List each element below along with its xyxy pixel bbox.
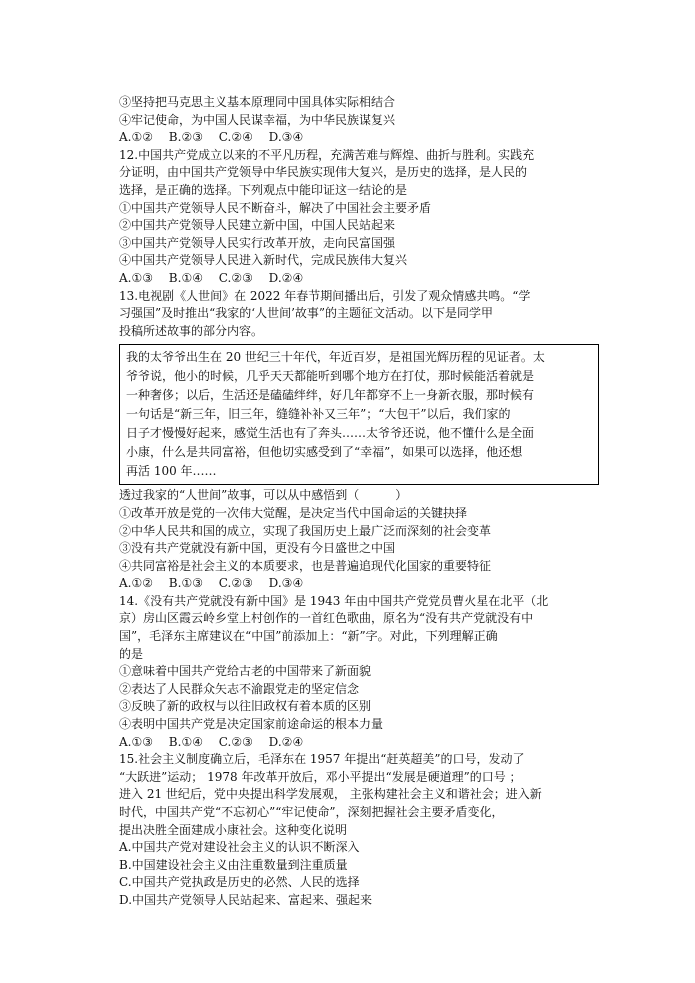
story-line-7: 再活 100 年…… (126, 464, 217, 479)
story-line-4: 一句话是“新三年，旧三年，缝缝补补又三年”；“大包干”以后，我们家的 (126, 407, 511, 422)
question-13 (119, 288, 599, 593)
exam-page (119, 94, 599, 910)
q15-stem-line-2: “大跃进”运动； 1978 年改革开放后，邓小平提出“发展是硬道理”的口号 ； (119, 769, 522, 784)
story-line-5: 日子才慢慢好起来，感觉生活也有了奔头……太爷爷还说，他不懂什么是全面 (126, 426, 535, 441)
story-line-1: 我的太爷爷出生在 20 世纪三十年代，年近百岁，是祖国光辉历程的见证者。太 (126, 350, 545, 365)
story-line-6: 小康，什么是共同富裕，但他切实感受到了“幸福”，如果可以选择，他还想 (126, 445, 523, 460)
q14-option-2: ②表达了人民群众矢志不渝跟党走的坚定信念 (119, 681, 360, 696)
q15-stem-line-1: 15.社会主义制度确立后，毛泽东在 1957 年提出“赶英超美”的口号，发动了 (119, 752, 525, 767)
q12-stem-line-1: 12.中国共产党成立以来的不平凡历程，充满苦难与辉煌、曲折与胜利。实践充 (119, 147, 535, 162)
question-15 (119, 751, 599, 909)
q15-option-b: B.中国建设社会主义由注重数量到注重质量 (119, 857, 348, 872)
q15-stem-line-4: 时代，中国共产党“不忘初心”“牢记使命”，深刻把握社会主要矛盾变化， (119, 805, 504, 819)
q14-choices: A.①③ B.①④ C.②③ D.②④ (119, 734, 304, 749)
q12-option-2: ②中国共产党领导人民建立新中国，中国人民站起来 (119, 218, 396, 233)
q12-option-4: ④中国共产党领导人民进入新时代，完成民族伟大复兴 (119, 253, 408, 268)
q14-option-4: ④表明中国共产党是决定国家前途命运的根本力量 (119, 717, 384, 732)
q11-option-4: ④牢记使命，为中国人民谋幸福，为中华民族谋复兴 (119, 112, 396, 127)
q14-stem-line-1: 14.《没有共产党就没有新中国》是 1943 年由中国共产党党员曹火星在北平（北 (119, 593, 549, 608)
q12-stem-line-2: 分证明，由中国共产党领导中华民族实现伟大复兴，是历史的选择，是人民的 (119, 165, 528, 180)
q12-option-1: ①中国共产党领导人民不断奋斗，解决了中国社会主要矛盾 (119, 200, 432, 215)
q13-question: 透过我家的“人世间”故事，可以从中感悟到（ ） (119, 488, 408, 503)
story-line-3: 一种奢侈；以后，生活还是磕磕绊绊，好几年都穿不上一身新衣服，那时候有 (126, 388, 535, 403)
question-11-tail (119, 94, 599, 147)
q14-stem-line-3: 国”，毛泽东主席建议在“中国”前添加上：“新”字。对此，下列理解正确 (119, 629, 498, 644)
q13-stem-line-1: 13.电视剧《人世间》在 2022 年春节期间播出后，引发了观众情感共鸣。“学 (119, 288, 531, 303)
question-14 (119, 593, 599, 751)
q12-option-3: ③中国共产党领导人民实行改革开放，走向民富国强 (119, 235, 396, 250)
q15-stem-line-5: 提出决胜全面建成小康社会。这种变化说明 (119, 822, 348, 837)
q12-choices: A.①③ B.①④ C.②③ D.②④ (119, 270, 304, 285)
q15-option-c: C.中国共产党执政是历史的必然、人民的选择 (119, 875, 360, 890)
q15-option-a: A.中国共产党对建设社会主义的认识不断深入 (119, 840, 360, 855)
q13-story-box (119, 344, 599, 485)
q12-stem-line-3: 选择，是正确的选择。下列观点中能印证这一结论的是 (119, 182, 408, 197)
q14-option-1: ①意味着中国共产党给古老的中国带来了新面貌 (119, 664, 372, 679)
story-line-2: 爷爷说，他小的时候，几乎天天都能听到哪个地方在打仗，那时候能活着就是 (126, 369, 535, 384)
q11-choices: A.①② B.②③ C.②④ D.③④ (119, 130, 304, 145)
q13-option-1: ①改革开放是党的一次伟大觉醒，是决定当代中国命运的关键抉择 (119, 505, 468, 520)
q13-option-4: ④共同富裕是社会主义的本质要求，也是普遍追现代化国家的重要特征 (119, 558, 492, 573)
q14-stem-line-2: 京）房山区霞云岭乡堂上村创作的一首红色歌曲，原名为“没有共产党就没有中 (119, 611, 534, 626)
q14-stem-line-4: 的是 (119, 646, 144, 661)
q13-option-2: ②中华人民共和国的成立，实现了我国历史上最广泛而深刻的社会变革 (119, 523, 492, 538)
q13-choices: A.①② B.①③ C.②③ D.③④ (119, 576, 304, 591)
q15-option-d: D.中国共产党领导人民站起来、富起来、强起来 (119, 892, 373, 907)
q13-stem-line-2: 习强国”及时推出“我家的‘人世间’故事”的主题征文活动。以下是同学甲 (119, 306, 494, 321)
question-12 (119, 147, 599, 288)
q13-stem-line-3: 投稿所述故事的部分内容。 (119, 323, 264, 338)
q15-stem-line-3: 进入 21 世纪后，党中央提出科学发展观， 主张构建社会主义和谐社会；进入新 (119, 787, 542, 802)
q13-option-3: ③没有共产党就没有新中国，更没有今日盛世之中国 (119, 541, 396, 556)
q14-option-3: ③反映了新的政权与以往旧政权有着本质的区别 (119, 699, 372, 714)
q11-option-3: ③坚持把马克思主义基本原理同中国具体实际相结合 (119, 95, 396, 109)
